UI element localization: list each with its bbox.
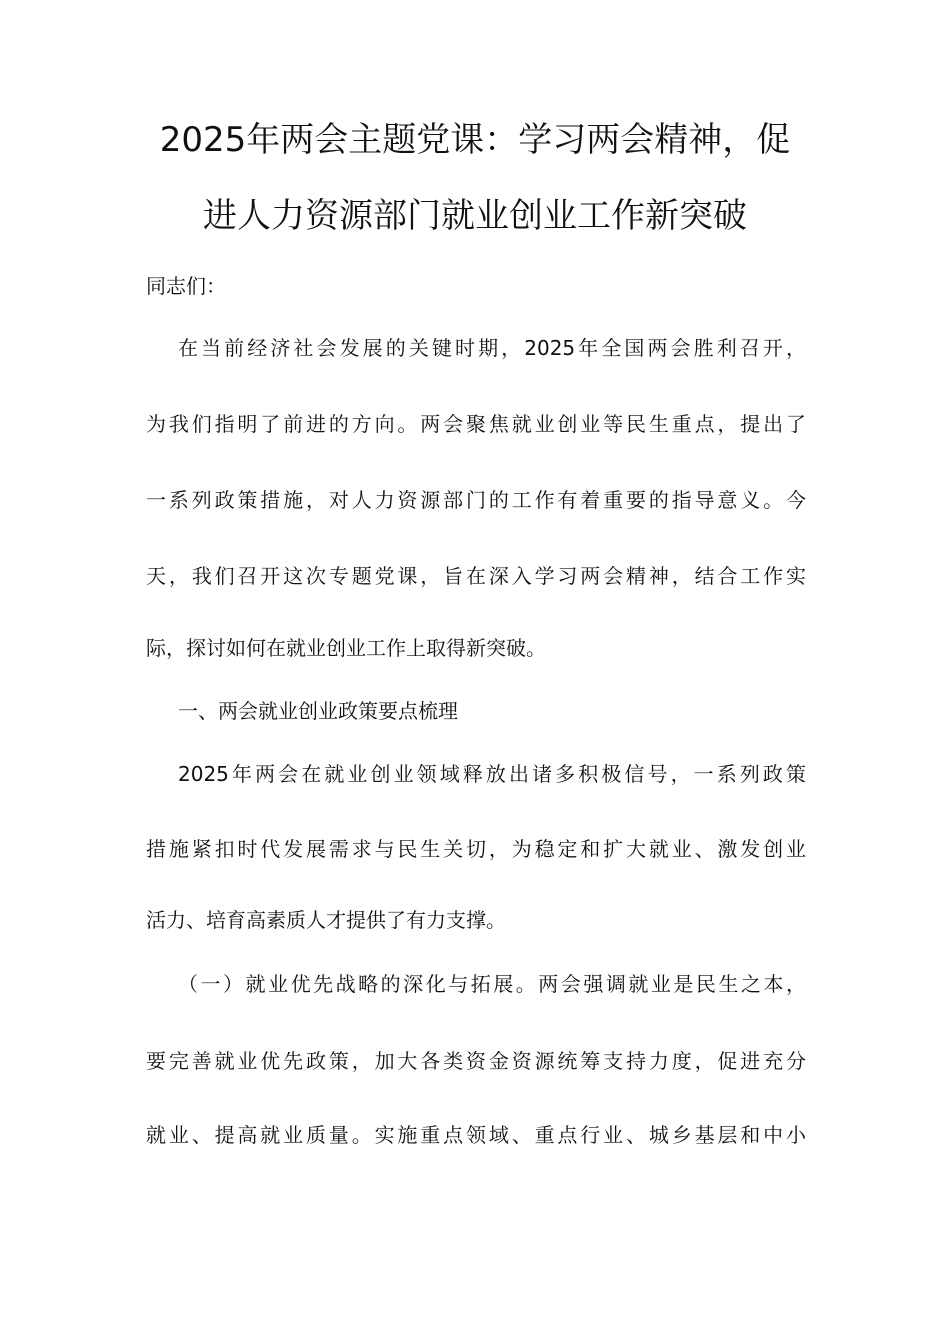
section-heading: 一、两会就业创业政策要点梳理	[178, 699, 458, 723]
paragraph-line: 就业、提高就业质量。实施重点领域、重点行业、城乡基层和中小	[146, 1123, 806, 1147]
paragraph-line: 天，我们召开这次专题党课，旨在深入学习两会精神，结合工作实	[146, 564, 806, 588]
document-title-line-2: 进人力资源部门就业创业工作新突破	[203, 196, 747, 236]
paragraph-line: 要完善就业优先政策，加大各类资金资源统筹支持力度，促进充分	[146, 1049, 806, 1073]
paragraph-line: 一系列政策措施，对人力资源部门的工作有着重要的指导意义。今	[146, 488, 806, 512]
paragraph-line: 在当前经济社会发展的关键时期，2025年全国两会胜利召开，	[178, 336, 806, 360]
paragraph-line: 2025年两会在就业创业领域释放出诸多积极信号，一系列政策	[178, 762, 806, 786]
salutation: 同志们：	[146, 274, 226, 298]
paragraph-line: 措施紧扣时代发展需求与民生关切，为稳定和扩大就业、激发创业	[146, 837, 806, 861]
paragraph-line: （一）就业优先战略的深化与拓展。两会强调就业是民生之本，	[178, 972, 806, 996]
document-title-line-1: 2025年两会主题党课：学习两会精神，促	[159, 120, 791, 160]
paragraph-line: 际，探讨如何在就业创业工作上取得新突破。	[146, 636, 546, 660]
paragraph-line: 活力、培育高素质人才提供了有力支撑。	[146, 908, 506, 932]
paragraph-line: 为我们指明了前进的方向。两会聚焦就业创业等民生重点，提出了	[146, 412, 806, 436]
